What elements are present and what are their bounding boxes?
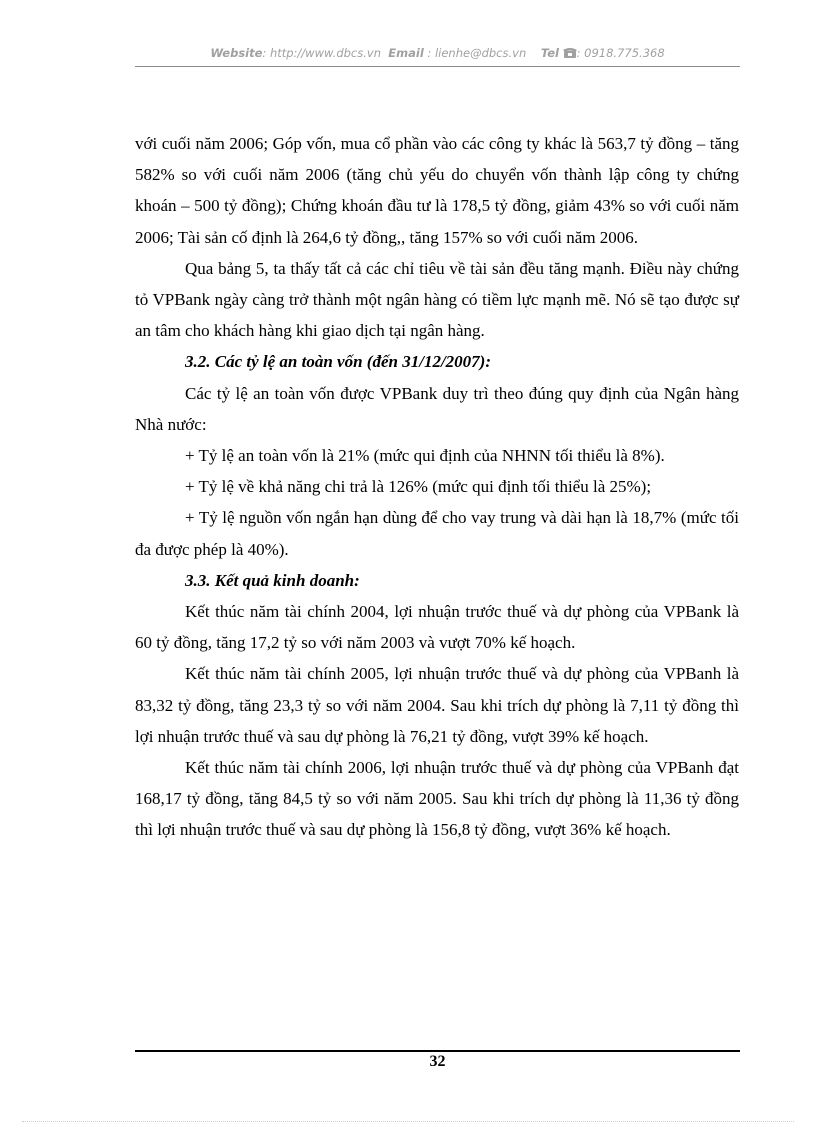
tel-number: : 0918.775.368: [576, 46, 665, 60]
list-item-capital-adequacy: + Tỷ lệ an toàn vốn là 21% (mức qui định của NHNN tối thiểu là 8%).: [185, 446, 665, 466]
paragraph-table5-summary: Qua bảng 5, ta thấy tất cả các chỉ tiêu về tài sản đều tăng mạnh. Điều này chứng tỏ VPBank ngày càng trở thành một ngân hàng có tiềm lực mạnh mẽ. Nó sẽ tạo được sự an tâm cho khách hàng khi giao dịch tại ngân hàng.: [135, 258, 739, 341]
paragraph-results-2005: Kết thúc năm tài chính 2005, lợi nhuận trước thuế và dự phòng của VPBanh là 83,32 tỷ đồng, tăng 23,3 tỷ so với năm 2004. Sau khi trích dự phòng là 7,11 tỷ đồng thì lợi nhuận trước thuế và sau dự phòng là 76,21 tỷ đồng, vượt 39% kế hoạch.: [135, 664, 739, 746]
document-body: [135, 128, 739, 846]
website-url[interactable]: : http://www.dbcs.vn: [262, 46, 381, 60]
list-item-solvency: + Tỷ lệ về khả năng chi trả là 126% (mức qui định tối thiểu là 25%);: [185, 477, 652, 497]
section-heading-3-2: 3.2. Các tỷ lệ an toàn vốn (đến 31/12/2007):: [185, 352, 491, 372]
page-bottom-edge: [22, 1121, 794, 1122]
paragraph-capital-ratios-intro: Các tỷ lệ an toàn vốn được VPBank duy trì theo đúng quy định của Ngân hàng Nhà nước:: [135, 383, 739, 434]
page-number: 32: [429, 1053, 446, 1070]
footer-divider: [135, 1050, 740, 1052]
header-divider: [135, 66, 740, 67]
tel-label: Tel: [540, 46, 559, 60]
paragraph-results-2006: Kết thúc năm tài chính 2006, lợi nhuận trước thuế và dự phòng của VPBanh đạt 168,17 tỷ đồng, tăng 84,5 tỷ so với năm 2005. Sau khi trích dự phòng là 11,36 tỷ đồng thì lợi nhuận trước thuế và sau dự phòng là 156,8 tỷ đồng, vượt 36% kế hoạch.: [135, 758, 739, 840]
email-address[interactable]: : lienhe@dbcs.vn: [423, 46, 527, 60]
page-header: [135, 46, 740, 66]
phone-icon: [563, 47, 577, 58]
section-heading-3-3: 3.3. Kết quả kinh doanh:: [185, 570, 360, 590]
paragraph-results-2004: Kết thúc năm tài chính 2004, lợi nhuận trước thuế và dự phòng của VPBank là 60 tỷ đồng, tăng 17,2 tỷ so với năm 2003 và vượt 70% kế hoạch.: [135, 602, 739, 653]
email-label: Email: [388, 46, 424, 60]
website-label: Website: [210, 46, 263, 60]
paragraph-assets-continued: với cuối năm 2006; Góp vốn, mua cổ phần vào các công ty khác là 563,7 tỷ đồng – tăng 582% so với cuối năm 2006 (tăng chủ yếu do chuyển vốn thành lập công ty chứng khoán – 500 tỷ đồng); Chứng khoán đầu tư là 178,5 tỷ đồng, giảm 43% so với cuối năm 2006; Tài sản cố định là 264,6 tỷ đồng,, tăng 157% so với cuối năm 2006.: [135, 134, 739, 247]
list-item-short-term-funding: + Tỷ lệ nguồn vốn ngắn hạn dùng để cho vay trung và dài hạn là 18,7% (mức tối đa được phép là 40%).: [135, 508, 739, 559]
